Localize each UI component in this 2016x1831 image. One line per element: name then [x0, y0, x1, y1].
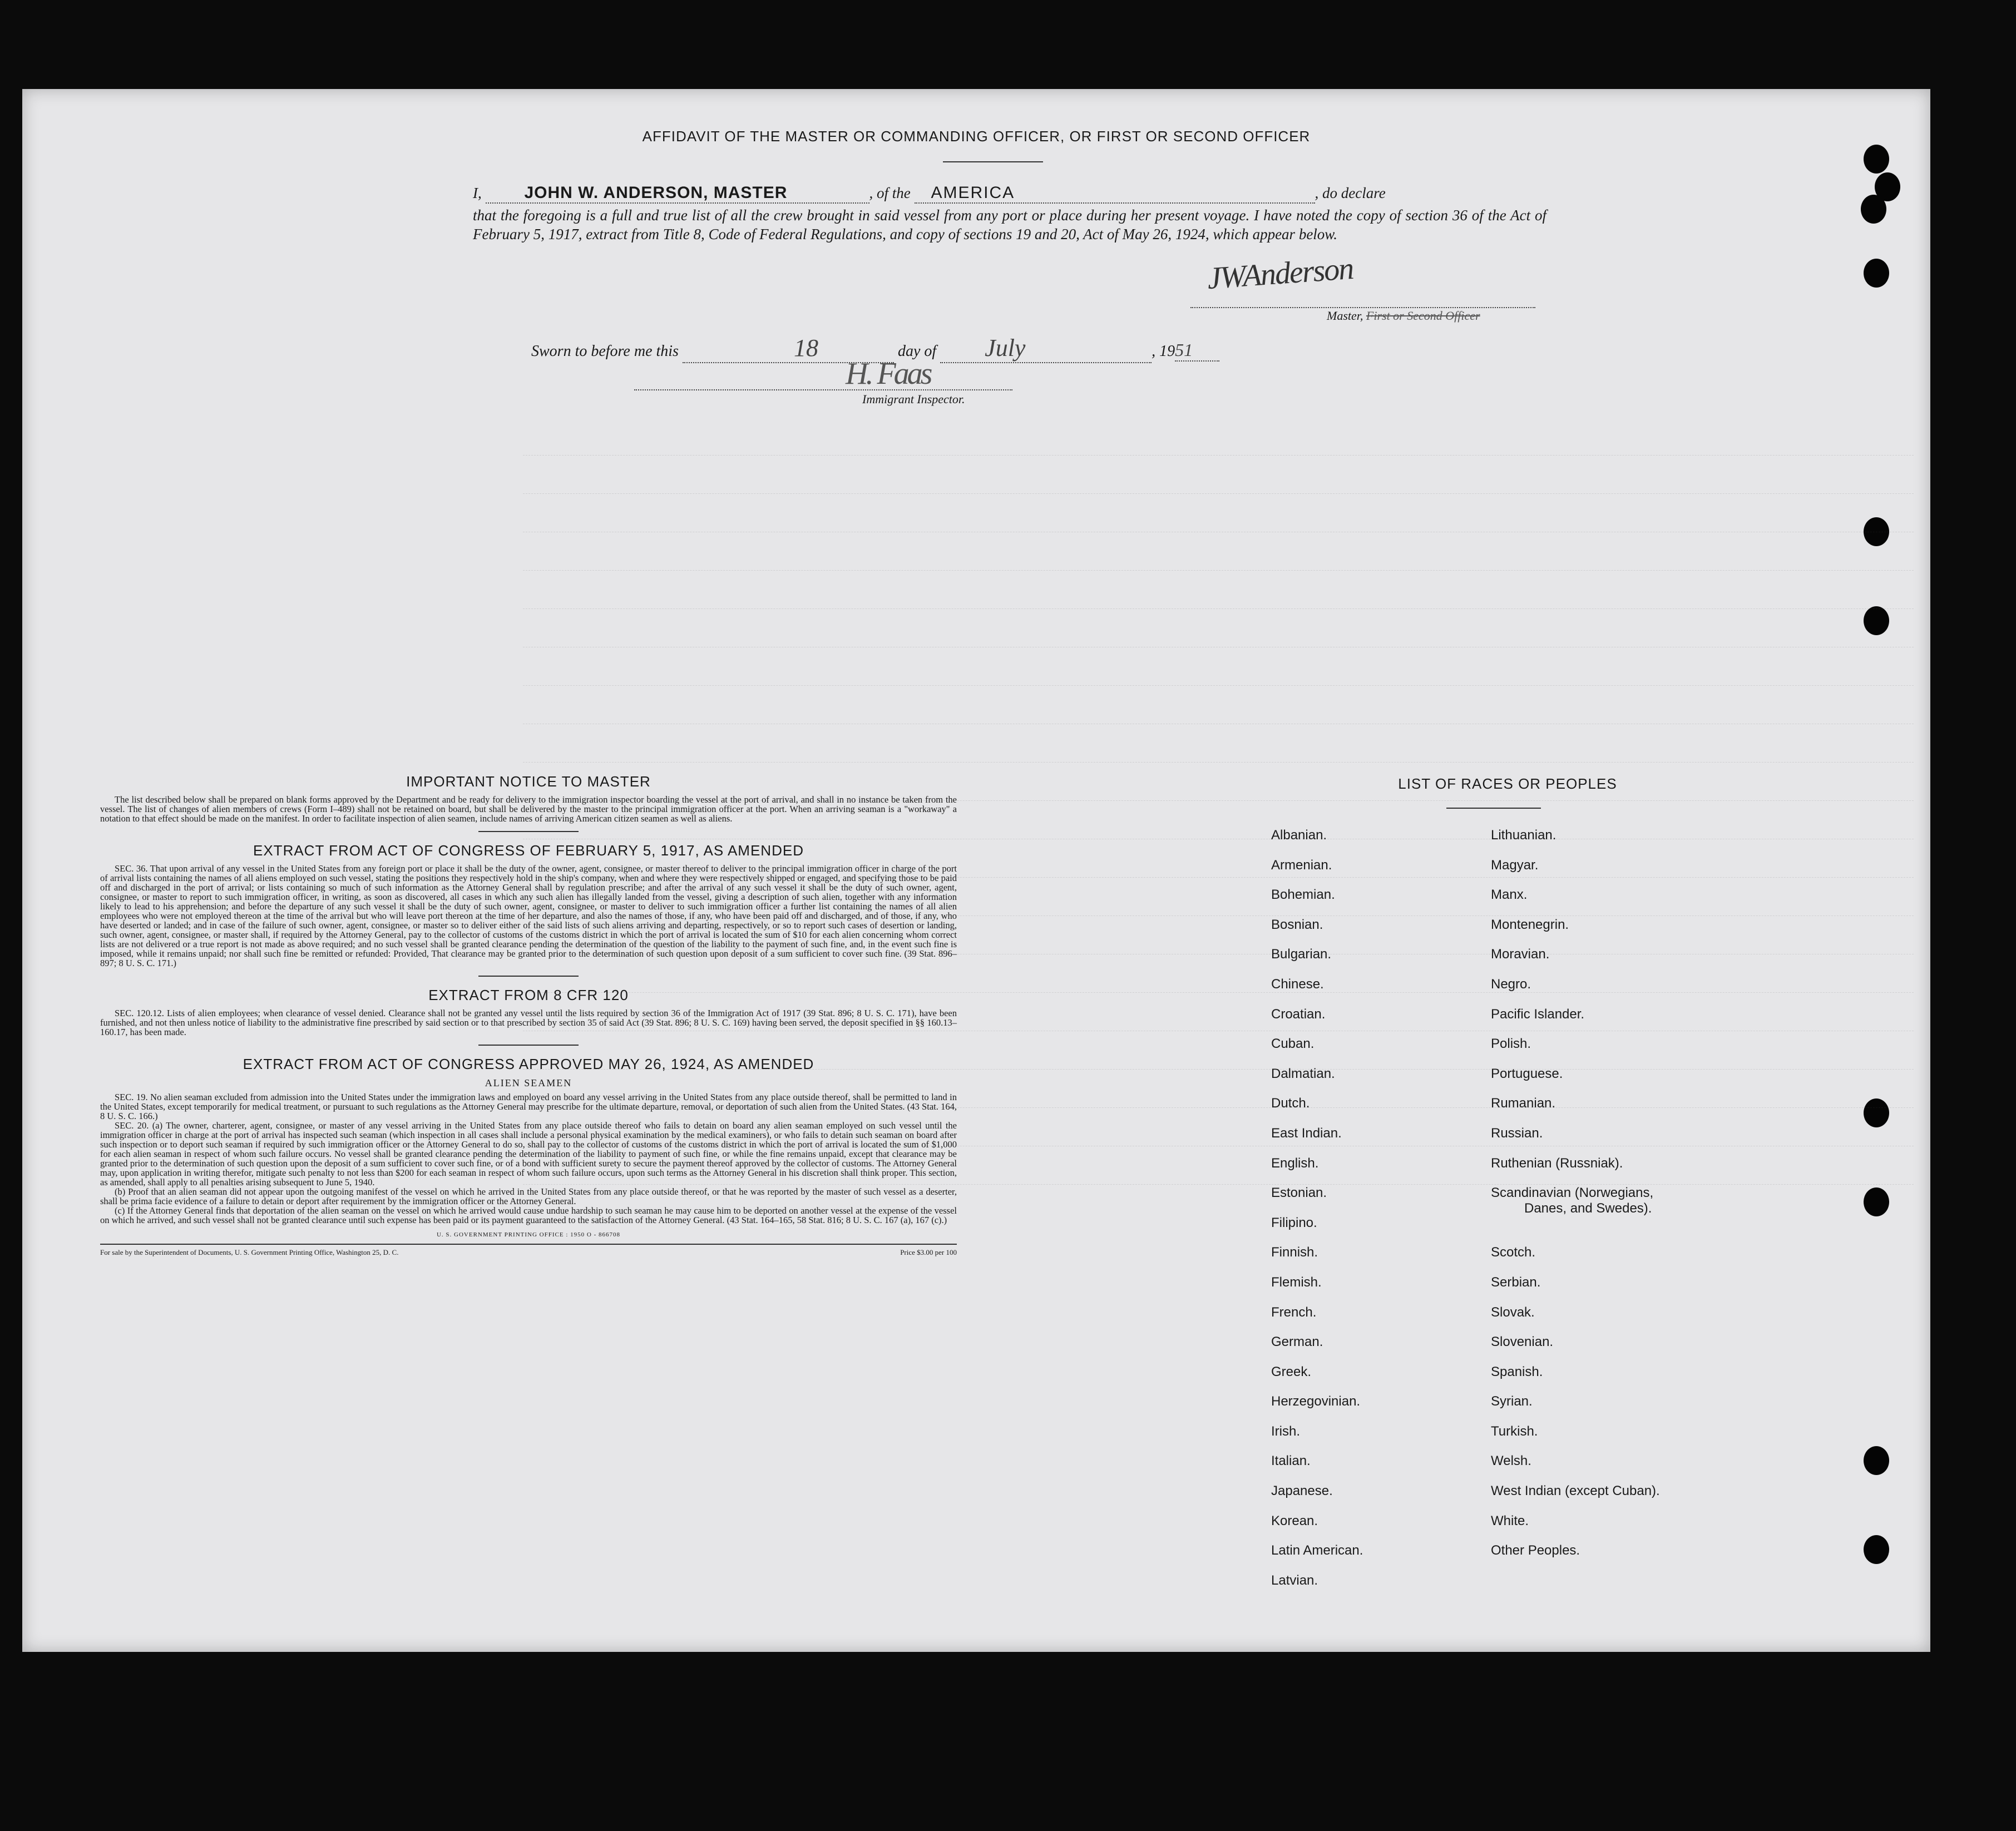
race-item: Serbian.	[1491, 1274, 1541, 1290]
punch-hole	[1864, 1446, 1889, 1475]
race-item: Latvian.	[1271, 1572, 1318, 1588]
document-sheet	[22, 89, 1930, 1652]
extract-1924-text	[100, 1092, 957, 1225]
race-item: Portuguese.	[1491, 1066, 1563, 1081]
do-declare-label: , do declare	[1315, 185, 1386, 201]
race-item: Polish.	[1491, 1036, 1531, 1052]
punch-hole	[1861, 195, 1886, 224]
master-label	[1327, 309, 1480, 323]
ship-name: AMERICA	[931, 184, 1015, 202]
race-item: Slovak.	[1491, 1304, 1535, 1320]
race-item: Croatian.	[1271, 1006, 1326, 1022]
punch-hole	[1864, 1187, 1889, 1216]
race-item: Bulgarian.	[1271, 947, 1332, 962]
race-item: Latin American.	[1271, 1543, 1363, 1558]
section-divider	[478, 831, 579, 832]
year-prefix: , 19	[1152, 343, 1175, 360]
alien-seamen-subtitle: ALIEN SEAMEN	[485, 1077, 572, 1088]
race-item: Negro.	[1491, 976, 1531, 992]
notice-title: IMPORTANT NOTICE TO MASTER	[406, 773, 651, 790]
sec-19-paragraph: SEC. 19. No alien seaman excluded from admission into the United States under the immigration laws and employed on board any vessel arriving in the United States from any place outside thereof, shall be permitted to land in the United States, except temporarily for medical treatment, or pursuant to such regulations as the Attorney General may prescribe for the ultimate departure, removal, or deportation of such alien from the United States. (43 Stat. 164, 8 U. S. C. 166.)	[100, 1092, 957, 1121]
inspector-line	[634, 389, 1012, 390]
race-item: Bosnian.	[1271, 917, 1323, 932]
race-item: Cuban.	[1271, 1036, 1315, 1052]
race-item: Turkish.	[1491, 1423, 1538, 1439]
sec-36-paragraph: SEC. 36. That upon arrival of any vessel in the United States from any foreign port or place it shall be the duty of the owner, agent, consignee, or master thereof to deliver to the principal immigration officer in charge of the port of arrival lists containing the names of all aliens employed on such vessel, stating the positions they respectively hold in the ship's company, when and where they were respectively shipped or engaged, and specifying those to be paid off and discharged in the port of arrival; or lists containing so much of such information as the Attorney General shall by regulation prescribe; and after the arrival of any such vessel it shall be the duty of such owner, agent, consignee, or master to report to such immigration officer, in writing, as soon as discovered, all cases in which any such alien has illegally landed from the vessel, giving a description of such alien, together with any information likely to lead to his apprehension; and before the departure of any such vessel it shall be the duty of such owner, agent, consignee, or master to deliver to such immigration officer a further list containing the names of all alien employees who were not employed thereon at the time of the arrival but who will leave port thereon at the time of her departure, and also the names of those, if any, who have been paid off and discharged, and of those, if any, who have deserted or landed; and in case of the failure of such owner, agent, consignee, or master so to deliver either of the said lists of such aliens arriving and departing, respectively, or so to report such cases of desertion or landing, such owner, agent, consignee, or master shall, if required by the Attorney General, pay to the collector of customs of the customs district in which the port of arrival is located the sum of $10 for each alien concerning whom correct lists are not delivered or a true report is not made as above required; and no such vessel shall be granted clearance pending the determination of the question of the liability to the payment of such fine, and, in the event such fine is imposed, while it remains unpaid; nor shall such fine be remitted or refunded: Provided, That clearance may be granted prior to the determination of such question upon deposit of a sum sufficient to cover such fine. (39 Stat. 896–897; 8 U. S. C. 171.)	[100, 863, 957, 968]
master-label-prefix: Master,	[1327, 309, 1363, 323]
sworn-month-field	[940, 334, 1152, 363]
gpo-imprint: U. S. GOVERNMENT PRINTING OFFICE : 1950 O - 866708	[436, 1231, 620, 1238]
sworn-prefix: Sworn to before me this	[531, 343, 679, 360]
race-item: Chinese.	[1271, 976, 1324, 992]
race-item: Scotch.	[1491, 1245, 1536, 1260]
inspector-label: Immigrant Inspector.	[862, 392, 965, 406]
punch-hole	[1864, 259, 1889, 288]
race-item: Moravian.	[1491, 947, 1550, 962]
footer-rule	[100, 1244, 957, 1245]
race-item: English.	[1271, 1155, 1319, 1171]
footer-sale-note: For sale by the Superintendent of Documents, U. S. Government Printing Office, Washington 25, D. C.	[100, 1248, 399, 1256]
master-name: JOHN W. ANDERSON, MASTER	[524, 184, 788, 202]
race-item: Estonian.	[1271, 1185, 1327, 1201]
sworn-line	[531, 334, 1366, 363]
signature-line	[1190, 307, 1535, 308]
extract-1924-title: EXTRACT FROM ACT OF CONGRESS APPROVED MAY 26, 1924, AS AMENDED	[243, 1056, 814, 1072]
race-item: Slovenian.	[1491, 1334, 1554, 1350]
of-the-label: , of the	[869, 185, 911, 201]
left-column	[100, 773, 957, 1257]
race-item: Italian.	[1271, 1453, 1311, 1469]
extract-1917-text	[100, 864, 957, 968]
race-item: Ruthenian (Russniak).	[1491, 1155, 1623, 1171]
master-label-struck: First or Second Officer	[1366, 309, 1480, 323]
extract-8cfr-title: EXTRACT FROM 8 CFR 120	[428, 987, 629, 1003]
race-item: East Indian.	[1271, 1125, 1342, 1141]
race-item: Lithuanian.	[1491, 828, 1557, 843]
punch-hole	[1864, 1535, 1889, 1564]
race-item: French.	[1271, 1304, 1317, 1320]
race-item: Bohemian.	[1271, 887, 1335, 903]
race-item: Albanian.	[1271, 828, 1327, 843]
race-item: Japanese.	[1271, 1483, 1333, 1499]
race-item: Korean.	[1271, 1513, 1318, 1528]
races-column-1	[1271, 829, 1363, 1604]
affidavit-paragraph: that the foregoing is a full and true list of all the crew brought in said vessel from any port or place during her present voyage. I have noted the copy of section 36 of the Act of February 5, 1917, extract from Title 8, Code of Federal Regulations, and copy of sections 19 and 20, Act of May 26, 1924, which appear below.	[473, 207, 1546, 243]
footer-price: Price $3.00 per 100	[900, 1248, 957, 1256]
race-item: Spanish.	[1491, 1364, 1543, 1379]
sec-20c-paragraph: (c) If the Attorney General finds that deportation of the alien seaman on the vessel on which he arrived would cause undue hardship to such seaman he may cause him to be deported on another vessel at the expense of the vessel on which he arrived, and such vessel shall not be granted clearance until such expense has been paid or its payment guaranteed to the satisfaction of the Attorney General. (43 Stat. 164–165, 58 Stat. 816; 8 U. S. C. 167 (a), 167 (c).)	[100, 1205, 957, 1225]
extract-1917-title: EXTRACT FROM ACT OF CONGRESS OF FEBRUARY 5, 1917, AS AMENDED	[253, 842, 804, 859]
race-item: Dutch.	[1271, 1096, 1310, 1111]
sec-20b-paragraph: (b) Proof that an alien seaman did not appear upon the outgoing manifest of the vessel on which he arrived in the United States from any place outside thereof, or that he was reported by the master of such vessel as a deserter, shall be prima facie evidence of a failure to detain or deport after requirement by the immigration officer or the Attorney General.	[100, 1186, 957, 1206]
race-item: Dalmatian.	[1271, 1066, 1335, 1081]
race-item: Montenegrin.	[1491, 917, 1569, 932]
affidavit-declaration-line	[473, 184, 1585, 204]
section-divider	[478, 1045, 579, 1046]
race-item: Welsh.	[1491, 1453, 1531, 1469]
races-divider	[1446, 808, 1541, 809]
sworn-year: 51	[1175, 340, 1193, 360]
extract-8cfr-text	[100, 1008, 957, 1037]
race-item: Flemish.	[1271, 1274, 1322, 1290]
sworn-day: 18	[793, 334, 818, 362]
name-field	[486, 184, 869, 204]
race-item: Manx.	[1491, 887, 1528, 903]
race-item: Russian.	[1491, 1125, 1543, 1141]
title-divider	[943, 161, 1043, 162]
races-column-2	[1491, 829, 1660, 1574]
race-item: White.	[1491, 1513, 1529, 1528]
master-signature: JWAnderson	[1206, 251, 1355, 296]
race-item: Irish.	[1271, 1423, 1301, 1439]
race-item: Pacific Islander.	[1491, 1006, 1585, 1022]
race-item: Magyar.	[1491, 857, 1539, 873]
ship-field	[915, 184, 1315, 204]
races-title: LIST OF RACES OR PEOPLES	[1398, 775, 1617, 792]
race-item: West Indian (except Cuban).	[1491, 1483, 1660, 1499]
footer	[100, 1248, 957, 1257]
sec-120-12-paragraph: SEC. 120.12. Lists of alien employees; when clearance of vessel denied. Clearance shall not be granted any vessel until the lists required by section 36 of the Immigration Act of 1917 (39 Stat. 896; 8 U. S. C. 171), have been furnished, and not then unless notice of liability to the administrative fine prescribed by said section or to that prescribed by section 35 of said Act (39 Stat. 896; 8 U. S. C. 169) having been served, the deposit specified in §§ 160.13–160.17, has been made.	[100, 1008, 957, 1037]
race-item: Other Peoples.	[1491, 1543, 1580, 1558]
affidavit-title: AFFIDAVIT OF THE MASTER OR COMMANDING OFFICER, OR FIRST OR SECOND OFFICER	[642, 128, 1311, 145]
race-item: Herzegovinian.	[1271, 1394, 1361, 1409]
race-item: Syrian.	[1491, 1394, 1533, 1409]
race-item: Scandinavian (Norwegians,	[1491, 1185, 1654, 1201]
race-item: Filipino.	[1271, 1215, 1317, 1230]
race-item: Greek.	[1271, 1364, 1312, 1379]
i-label: I,	[473, 185, 482, 201]
race-item: Armenian.	[1271, 857, 1332, 873]
notice-paragraph: The list described below shall be prepared on blank forms approved by the Department and be ready for delivery to the immigration inspector boarding the vessel at the port of arrival, and shall in no instance be taken from the vessel. The list of changes of alien members of crews (Form I–489) shall not be retained on board, but shall be delivered by the master to the principal immigration officer at the port. When an arriving seaman is a "workaway" a notation to that effect should be made on the manifest. In order to facilitate inspection of alien seamen, include names of arriving American citizen seamen as well as aliens.	[100, 794, 957, 824]
day-of-label: day of	[897, 343, 937, 360]
sec-20a-paragraph: SEC. 20. (a) The owner, charterer, agent, consignee, or master of any vessel arriving in the United States from any place outside thereof who fails to detain on board any alien seaman employed on such vessel until the immigration officer in charge at the port of arrival has inspected such seaman (which inspection in all cases shall include a personal physical examination by the medical examiners), or who fails to detain such seaman on board after such inspection or to deport such seaman if required by such immigration officer or the Attorney General to do so, shall pay to the collector of customs of the customs district in which the port of arrival is located the sum of $1,000 for each alien seaman in respect of whom such failure occurs. No vessel shall be granted clearance pending the determination of the liability to payment of such fine, or while the fine remains unpaid, except that clearance may be granted prior to the determination of such question upon the deposit of a sum sufficient to cover such fine, or of a bond with sufficient surety to secure the payment thereof approved by the collector of customs. The Attorney General may, upon application in writing therefor, mitigate such penalty to not less than $200 for each seaman in respect of whom such failure occurs, upon such terms as the Attorney General in his discretion shall think proper. This section, as amended, shall apply to all penalties arising subsequent to June 5, 1940.	[100, 1120, 957, 1187]
notice-text	[100, 795, 957, 823]
year-field	[1175, 340, 1219, 362]
race-item: German.	[1271, 1334, 1323, 1350]
race-item: Rumanian.	[1491, 1096, 1556, 1111]
race-item: Danes, and Swedes).	[1524, 1201, 1652, 1216]
section-divider	[478, 976, 579, 977]
inspector-signature: H. Faas	[846, 357, 931, 391]
race-item: Finnish.	[1271, 1245, 1318, 1260]
sworn-month: July	[985, 334, 1026, 362]
punch-hole	[1864, 145, 1889, 174]
